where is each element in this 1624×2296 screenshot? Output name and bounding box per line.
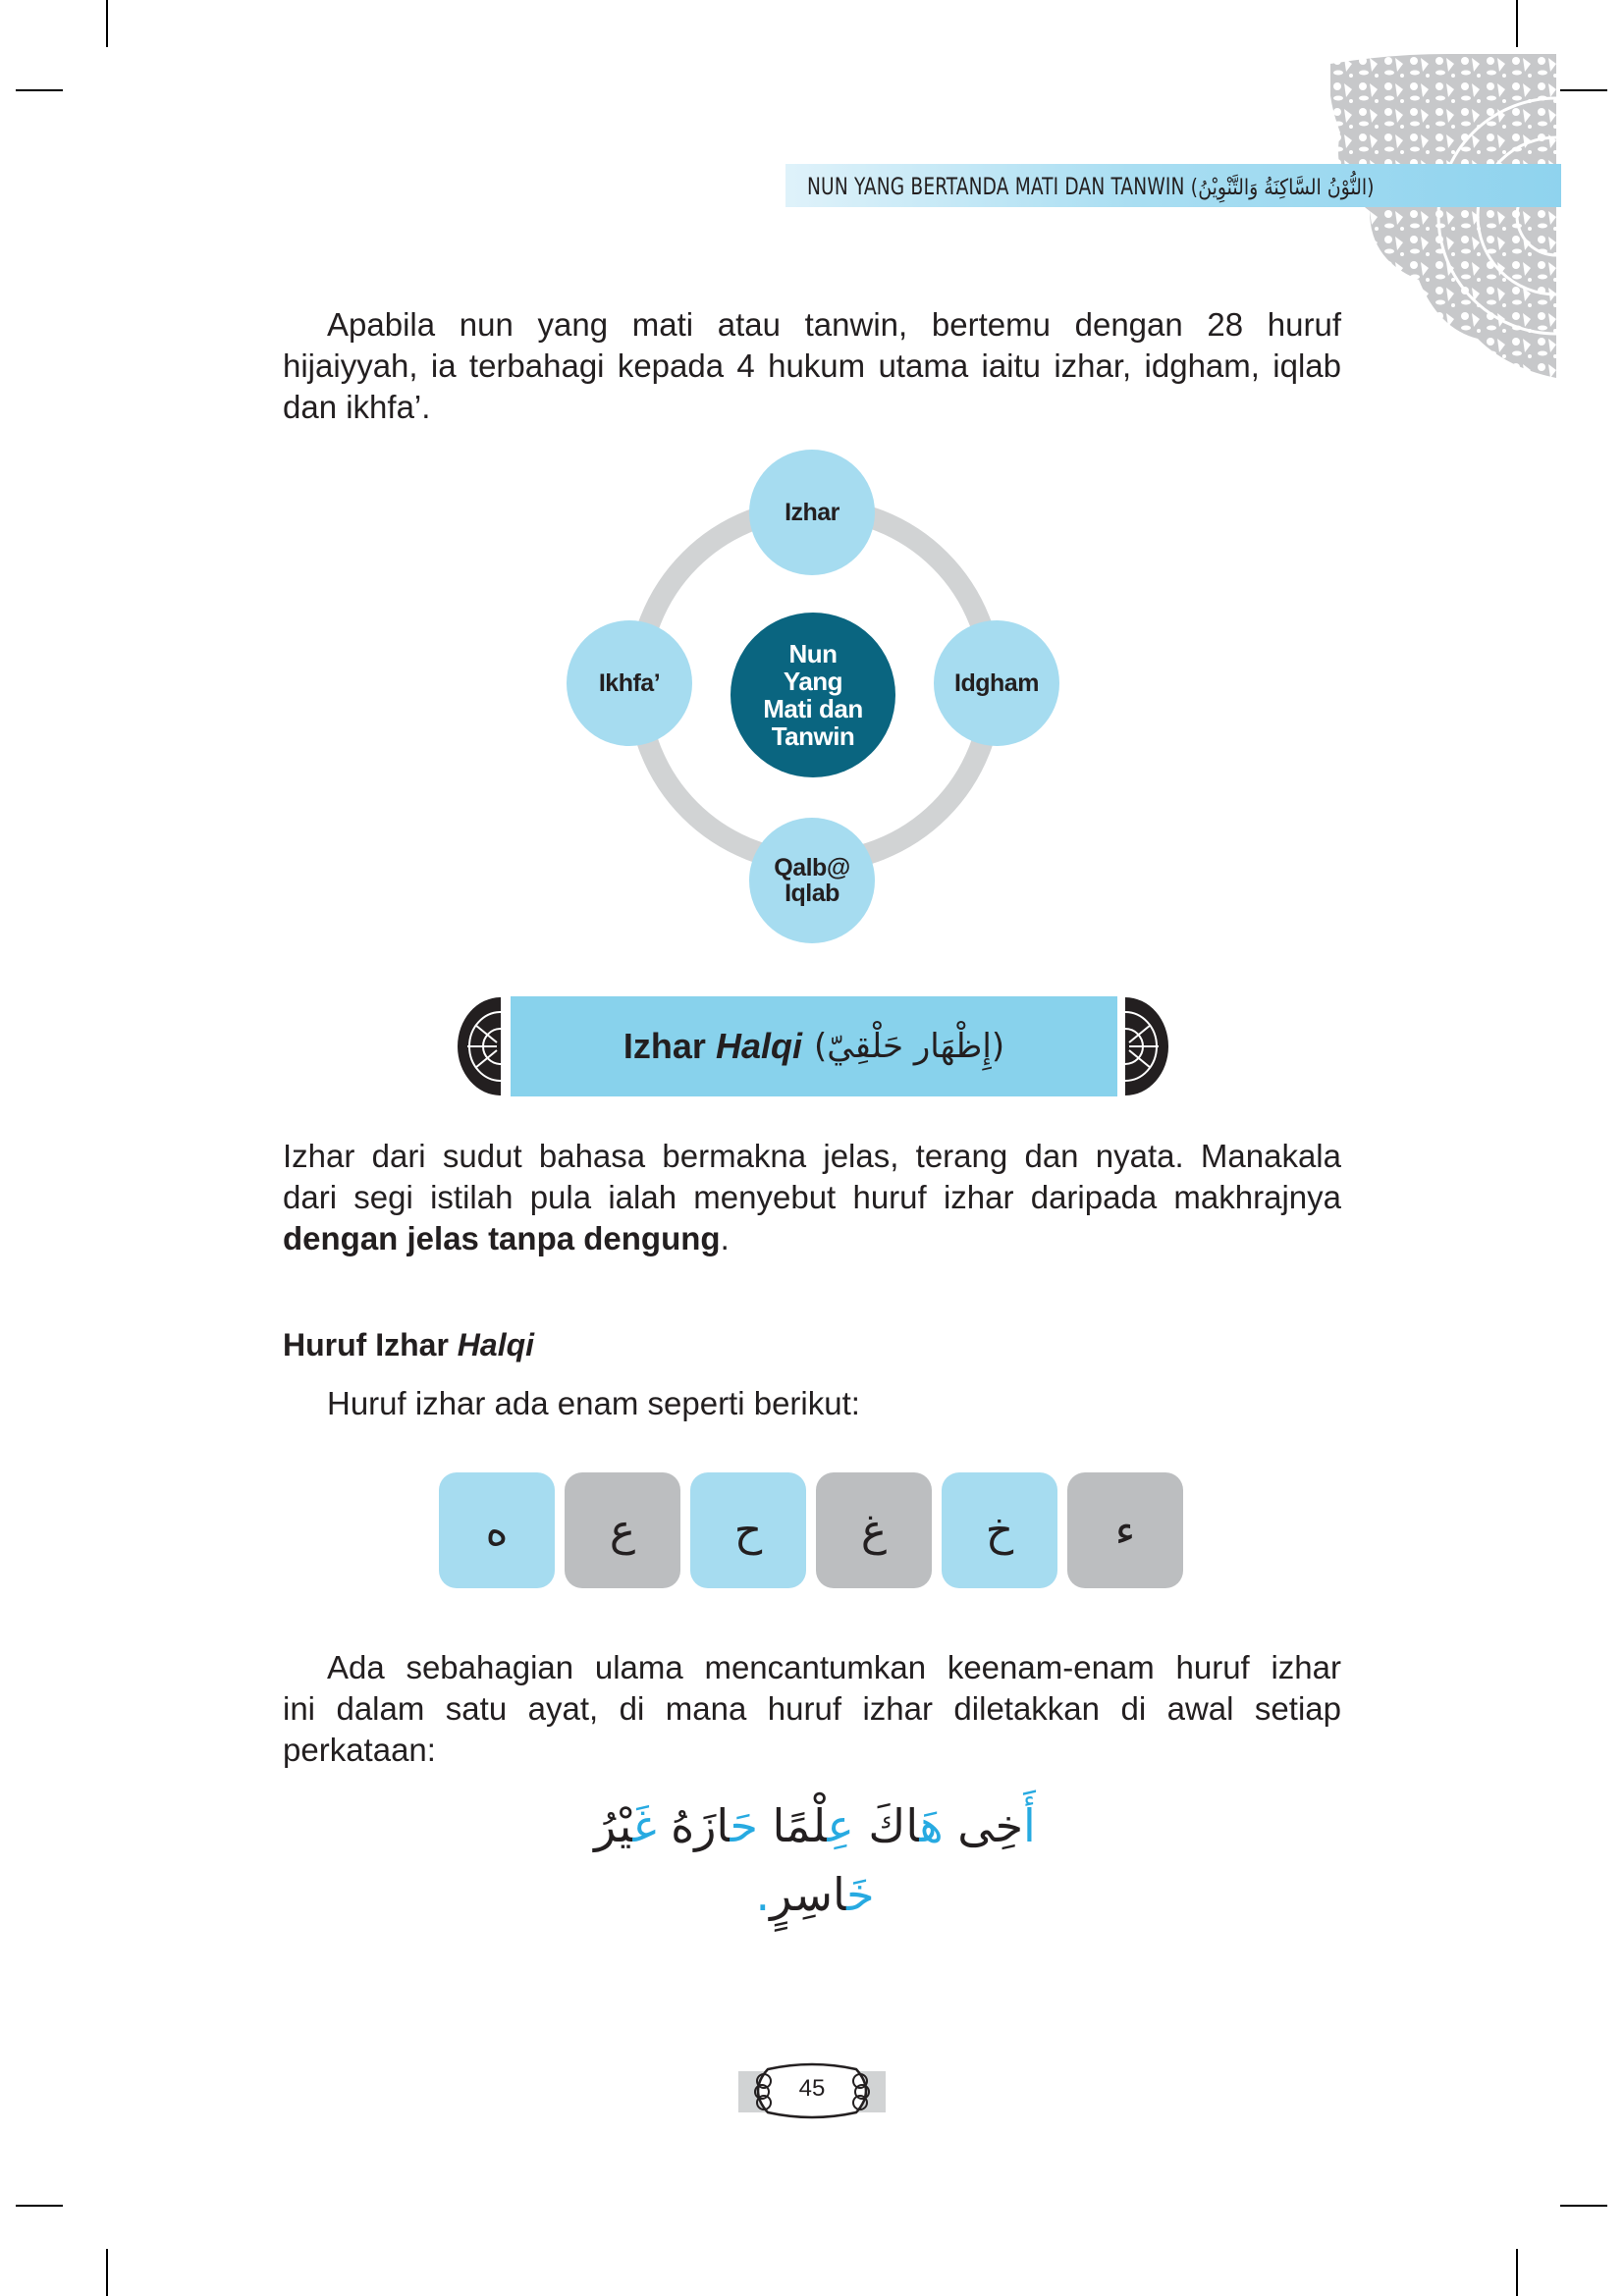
diagram-node-iqlab: Qalb@ Iqlab xyxy=(749,818,875,943)
letters-intro: Huruf izhar ada enam seperti berikut: xyxy=(327,1385,860,1421)
letter-card: خ xyxy=(942,1472,1057,1588)
crop-mark xyxy=(106,0,108,47)
chapter-title-arabic: (النُّوْنُ السَّاكِنَةُ وَالتَّنْوِيْنُ) xyxy=(1190,176,1375,200)
banner-ornament-left-icon xyxy=(458,997,501,1095)
diagram-node-ikhfa: Ikhfa’ xyxy=(567,620,692,746)
crop-mark xyxy=(16,89,63,91)
crop-mark xyxy=(1516,0,1518,47)
definition-line: Izhar dari sudut bahasa bermakna jelas, terang dan nyata. Manakala xyxy=(283,1138,1341,1174)
section-title-arabic: (إِظْهَار حَلْقِيّ) xyxy=(813,1027,1005,1066)
diagram-node-izhar: Izhar xyxy=(749,450,875,575)
chapter-header-title xyxy=(807,167,1375,206)
crop-mark xyxy=(1516,2249,1518,2296)
arabic-verse: أَخِى هَاكَ عِلْمًا حَازَهُ غَيْرُ خَاسِرٍ. xyxy=(594,1799,1036,1921)
izhar-letters-row xyxy=(439,1472,1183,1588)
crop-mark xyxy=(1560,89,1607,91)
section-title-plain: Izhar xyxy=(623,1026,706,1066)
verse-intro-line: Ada sebahagian ulama mencantumkan keenam-enam huruf izhar xyxy=(327,1649,1341,1685)
page-number: 45 xyxy=(798,2075,826,2102)
intro-line: Apabila nun yang mati atau tanwin, bertemu dengan 28 huruf xyxy=(327,306,1341,343)
letter-card: ع xyxy=(565,1472,680,1588)
diagram-node-idgham: Idgham xyxy=(934,620,1059,746)
definition-emphasis: dengan jelas tanpa dengung xyxy=(283,1220,721,1256)
letter-card: ء xyxy=(1067,1472,1183,1588)
section-title-banner xyxy=(511,996,1117,1096)
intro-line: dan ikhfa’. xyxy=(283,389,431,425)
intro-paragraph xyxy=(283,304,1341,428)
subheading: Huruf Izhar Halqi xyxy=(283,1327,535,1362)
banner-ornament-right-icon xyxy=(1125,997,1168,1095)
verse-intro-line: perkataan: xyxy=(283,1732,436,1768)
crop-mark xyxy=(1560,2205,1607,2207)
crop-mark xyxy=(16,2205,63,2207)
letter-card: غ xyxy=(816,1472,932,1588)
chapter-title-latin: NUN YANG BERTANDA MATI DAN TANWIN xyxy=(807,173,1185,200)
diagram-center-node: Nun Yang Mati dan Tanwin xyxy=(731,613,895,777)
verse-intro-paragraph xyxy=(283,1647,1341,1771)
intro-line: hijaiyyah, ia terbahagi kepada 4 hukum utama iaitu izhar, idgham, iqlab xyxy=(283,347,1341,384)
letter-card: ه xyxy=(439,1472,555,1588)
corner-ornament-icon xyxy=(1330,54,1556,378)
section-title-italic: Halqi xyxy=(715,1026,802,1066)
letter-card: ح xyxy=(690,1472,806,1588)
verse-intro-line: ini dalam satu ayat, di mana huruf izhar diletakkan di awal setiap xyxy=(283,1690,1341,1727)
definition-line: dari segi istilah pula ialah menyebut huruf izhar daripada makhrajnya xyxy=(283,1179,1341,1215)
page-number-frame xyxy=(738,2061,886,2120)
definition-paragraph xyxy=(283,1136,1341,1259)
hukum-diagram xyxy=(550,432,1080,942)
crop-mark xyxy=(106,2249,108,2296)
definition-line: dengan jelas tanpa dengung. xyxy=(283,1220,730,1256)
